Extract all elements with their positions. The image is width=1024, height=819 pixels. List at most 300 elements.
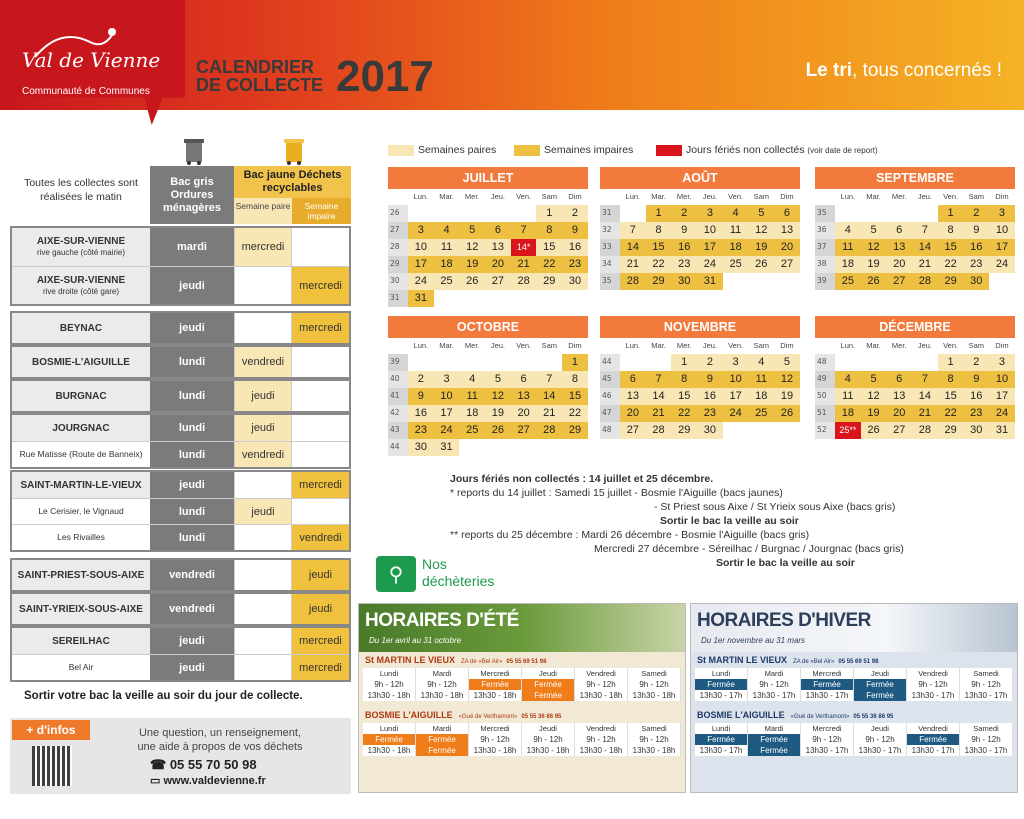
calendar-day: 4 [469,372,476,385]
calendar-day: 16 [970,240,983,253]
week-number: 40 [390,373,400,383]
bac-jaune-paire-day: mercredi [234,228,291,266]
calendar-day: 10 [995,223,1009,236]
calendar-day: 16 [568,240,582,253]
week-row [388,371,588,388]
calendar-day: 5 [494,372,501,385]
schedule-day: Jeudi Fermée Fermée [854,668,907,701]
schedule-day: Mardi Fermée Fermée [416,723,469,756]
empty-day [459,439,485,456]
commune-name: JOURGNAC [12,415,150,441]
bac-jaune-paire-day [234,655,291,680]
legend-swatch-feries [656,145,682,156]
bac-gris-day: jeudi [150,313,234,343]
week-row [815,256,1015,273]
collect-intro: Toutes les collectes sont réalisées le matin [24,177,138,203]
calendar-day: 17 [440,406,453,419]
infos-question: Une question, un renseignement, une aide à propos de vos déchets [137,727,303,753]
bac-jaune-impaire-day: mercredi [291,628,349,654]
schedule-day: Jeudi 9h - 12h 13h30 - 17h [854,723,907,756]
empty-day [536,290,562,307]
schedule-day: Mercredi Fermée 13h30 - 17h [801,668,854,701]
schedule-slot: 13h30 - 17h [801,690,854,701]
calendar-day: 28 [517,274,530,287]
week-number: 37 [817,241,827,251]
calendar-day: 15 [543,240,556,253]
calendar-day: 6 [520,372,527,385]
calendar-day: 12 [491,389,505,402]
collect-row [12,228,349,266]
calendar-day: 4 [758,356,765,368]
calendar-day: 2 [681,207,688,219]
calendar-day: 31 [440,440,453,453]
calendar-day: 23 [414,423,427,436]
month-calendar [815,167,1015,290]
schedule-day: Mercredi 9h - 12h 13h30 - 17h [801,723,854,756]
bac-gris-day: vendredi [150,594,234,624]
weekday-label: Lun. [840,341,856,350]
calendar-day: 8 [947,372,954,385]
week-row [388,222,588,239]
schedule-slot: Fermée [695,679,748,690]
empty-day [434,290,460,307]
bac-gris-day: lundi [150,381,234,411]
month-calendar [600,167,800,290]
calendar-day: 1 [681,356,688,368]
empty-day [511,439,537,456]
week-row [815,239,1015,256]
bac-gris-day: lundi [150,347,234,377]
calendar-day: 30 [703,423,717,436]
legend-paires: Semaines paires [418,144,497,156]
infos-website[interactable]: ▭ www.valdevienne.fr [150,775,266,787]
schedule-slot: 13h30 - 18h [416,690,469,701]
calendar-day: 31 [703,274,717,287]
calendar-day: 10 [995,372,1009,385]
weekday-label: Ven. [943,192,959,201]
calendar-day: 30 [568,274,582,287]
week-row [388,439,588,456]
calendar-day: 13 [491,240,505,253]
weekday-label: Mer. [676,341,692,350]
month-calendar [388,316,588,456]
week-row [600,273,800,290]
schedule-day: Samedi 9h - 12h 13h30 - 18h [628,668,681,701]
calendar-day: 24 [440,423,453,436]
calendar-day: 25 [755,406,768,419]
bac-gris-day: jeudi [150,655,234,680]
collect-group [10,226,351,306]
schedule-slot: 9h - 12h [960,679,1013,690]
schedule-slot: 13h30 - 17h [960,745,1013,756]
calendar-day: 10 [440,389,453,402]
calendar-day: 29 [543,274,556,287]
calendar-day: 6 [896,223,903,236]
calendar-day: 20 [780,240,794,253]
calendar-day: 30 [414,440,427,453]
weekday-label: Mar. [866,192,881,201]
calendar-day: 26 [491,423,505,436]
week-number: 45 [602,373,612,383]
schedule-slot: 13h30 - 18h [575,690,628,701]
calendar-day: 19 [867,406,880,419]
calendar-day: 20 [517,406,530,419]
collect-row [12,313,349,343]
schedule-slot: Fermée [469,679,522,690]
calendar-day: 18 [755,389,768,402]
weekday-header [600,338,800,354]
schedule-slot: 9h - 12h [522,734,575,745]
calendar-day: 24 [729,406,742,419]
commune-name: Le Cerisier, le Vignaud [12,499,150,524]
calendar-day: 8 [655,223,662,236]
empty-day [912,205,938,222]
calendar-day: 7 [520,223,527,236]
week-row [388,405,588,422]
calendar-day: 1 [947,207,954,219]
calendar-day: 14 [626,240,639,253]
legend-swatch-impaires [514,145,540,156]
calendar-day: 29 [678,423,691,436]
calendar-day: 8 [546,223,553,236]
weekday-label: Mar. [866,341,881,350]
empty-day [886,205,912,222]
weekday-label: Mar. [651,192,666,201]
weekday-label: Dim [568,192,582,201]
week-number: 33 [602,241,612,251]
collect-row [12,381,349,411]
schedule-day: Samedi 9h - 12h 13h30 - 17h [960,723,1013,756]
calendar-day: 14 [652,389,665,402]
schedule-day: Lundi Fermée 13h30 - 17h [695,723,748,756]
schedule-slot: 13h30 - 17h [907,745,960,756]
calendar-day: 8 [571,372,579,385]
calendar-day: 29 [652,274,665,287]
calendar-day: 21 [652,406,665,419]
month-calendar [815,316,1015,439]
weekday-label: Sam [968,192,984,201]
empty-day [620,354,646,371]
calendar-day: 1 [571,356,579,368]
empty-day [646,354,672,371]
schedule [695,668,1013,701]
calendar-day: 6 [896,372,903,385]
calendar-day: 4 [844,223,851,236]
calendar-day: 12 [867,240,880,253]
collect-row [12,654,349,680]
horaires-header [359,604,685,652]
weekday-label: Mer. [891,192,907,201]
weekday-label: Jeu. [917,341,932,350]
schedule-slot: 13h30 - 18h [469,745,522,756]
calendar-day: 15 [652,240,665,253]
schedule-day: Mercredi 9h - 12h 13h30 - 18h [469,723,522,756]
commune-name: SAINT-MARTIN-LE-VIEUX [12,472,150,498]
weekday-label: Sam [541,341,557,350]
schedule-slot: Fermée [854,690,907,701]
week-number: 48 [602,424,612,434]
collect-group [10,311,351,345]
weekday-label: Sam [753,341,769,350]
calendar-day: 13 [626,389,639,402]
infos-phone[interactable]: ☎ 05 55 70 50 98 [150,757,257,772]
yellow-bin-icon [283,136,305,166]
month-title: NOVEMBRE [600,316,800,338]
calendar-day: 11 [466,389,478,402]
schedule-slot: Fermée [748,745,801,756]
schedule-slot: 13h30 - 18h [522,745,575,756]
calendar-day: 23 [678,257,691,270]
calendar-day: 7 [655,372,662,385]
calendar-day: 1 [947,356,954,368]
schedule-day: Lundi Fermée 13h30 - 18h [363,723,416,756]
collect-row [12,628,349,654]
month-title: DÉCEMBRE [815,316,1015,338]
calendar-day: 2 [706,356,713,368]
empty-day [434,205,460,222]
horaires-ete [358,603,686,793]
weekday-label: Dim [780,192,794,201]
calendar-day: 29 [568,423,582,436]
collect-row [12,594,349,624]
week-number: 27 [390,224,400,234]
weekday-label: Lun. [413,192,429,201]
qr-code-icon [32,746,72,786]
calendar-day: 26 [466,274,479,287]
empty-day [511,205,537,222]
week-row [388,422,588,439]
weekday-label: Jeu. [490,341,505,350]
weekday-label: Ven. [728,192,744,201]
logo-subtitle: Communauté de Communes [22,86,150,97]
weekday-label: Dim [780,341,794,350]
calendar-day: 22 [543,257,556,270]
calendar-day: 11 [440,240,453,253]
empty-day [536,439,562,456]
weekday-label: Ven. [728,341,744,350]
schedule-slot: 9h - 12h [469,734,522,745]
infos-tag: + d'infos [12,720,90,740]
week-number: 30 [390,275,400,285]
schedule-slot: 13h30 - 18h [363,745,416,756]
week-row [600,256,800,273]
header-bac-gris: Bac gris Ordures ménagères [150,166,234,224]
empty-day [434,354,460,371]
calendar-day: 19 [780,389,794,402]
calendar-day: 15 [944,240,957,253]
calendar-day: 4 [844,372,851,385]
empty-day [723,422,749,439]
month-calendar [600,316,800,439]
title-year: 2017 [336,52,434,101]
header-semaine-paire: Semaine paire [234,198,292,224]
empty-day [620,205,646,222]
schedule-slot: 13h30 - 17h [695,745,748,756]
calendar-day: 23 [970,257,983,270]
calendar-day: 16 [703,389,717,402]
bac-jaune-impaire-day [291,442,349,467]
calendar-day: 20 [626,406,639,419]
calendar-day: 20 [893,406,906,419]
collect-row [12,266,349,304]
schedule-slot: 9h - 12h [628,734,681,745]
calendar-day: 12 [755,223,768,236]
weekday-label: Mar. [439,341,454,350]
collect-row [12,441,349,467]
calendar-day: 2 [571,207,579,219]
site-name: BOSMIE L'AIGUILLE «Gué de Verthamont» 05 55 36 86 95 [697,710,894,720]
site-name: St MARTIN LE VIEUX ZA de «Bel Air» 05 55 69 51 98 [365,655,547,665]
calendar-day: 21 [543,406,556,419]
calendar-day: 23 [568,257,582,270]
weekday-label: Mer. [464,341,480,350]
commune-name: SAINT-YRIEIX-SOUS-AIXE [12,594,150,624]
empty-day [861,354,887,371]
schedule [363,723,681,756]
calendar-day: 26 [867,274,880,287]
week-number: 32 [602,224,612,234]
calendar-day: 6 [783,207,791,219]
calendar-day: 17 [703,240,717,253]
week-row [388,273,588,290]
calendar-day: 25 [440,274,453,287]
title-calendrier: CALENDRIER DE COLLECTE [196,57,324,95]
empty-day [485,354,511,371]
calendar-day: 15 [944,389,957,402]
week-row [600,205,800,222]
empty-day [912,354,938,371]
schedule-slot: 9h - 12h [416,679,469,690]
week-row [600,405,800,422]
week-number: 41 [390,390,400,400]
bac-jaune-paire-day: vendredi [234,347,291,377]
weekday-label: Ven. [516,341,532,350]
weekday-label: Mer. [464,192,480,201]
week-number: 28 [390,241,400,251]
schedule-slot: Fermée [801,679,854,690]
empty-day [408,354,434,371]
schedule-slot: 13h30 - 17h [960,690,1013,701]
week-number: 52 [817,424,827,434]
schedule-day: Mardi Fermée Fermée [748,723,801,756]
bac-gris-day: vendredi [150,560,234,590]
calendar-day: 13 [893,240,906,253]
bac-jaune-impaire-day [291,415,349,441]
collect-row [12,524,349,550]
calendar-day: 9 [681,223,688,236]
week-row [815,273,1015,290]
weekday-header [388,189,588,205]
calendar-day: 28 [652,423,665,436]
weekday-header [815,189,1015,205]
week-row [600,422,800,439]
calendar-day: 18 [729,240,742,253]
calendar-day: 18 [440,257,453,270]
week-number: 31 [602,208,612,217]
calendar-day: 11 [729,223,742,236]
calendar-day: 4 [732,207,739,219]
commune-name: Les Rivailles [12,525,150,550]
bac-jaune-paire-day [234,628,291,654]
site-name: BOSMIE L'AIGUILLE «Gué de Verthamont» 05 55 36 86 95 [365,710,562,720]
calendar-day: 24 [995,257,1009,270]
slogan: Le tri, tous concernés ! [805,60,1002,81]
empty-day [861,205,887,222]
schedule-slot: Fermée [748,734,801,745]
schedule-slot: 9h - 12h [960,734,1013,745]
weekday-label: Jeu. [702,341,717,350]
computer-icon: ▭ [150,775,164,787]
bac-gris-day: lundi [150,442,234,467]
calendar-day: 5 [758,207,765,219]
calendar-day: 18 [841,406,854,419]
calendar-day: 13 [780,223,794,236]
week-number: 34 [602,258,612,268]
calendar-day: 5 [469,223,476,236]
commune-name: Rue Matisse (Route de Banneix) [12,442,150,467]
calendar-day: 10 [729,372,742,385]
bac-jaune-impaire-day: mercredi [291,313,349,343]
schedule-day: Vendredi 9h - 12h 13h30 - 18h [575,723,628,756]
weekday-label: Jeu. [490,192,505,201]
calendar-day: 15 [568,389,582,402]
bac-jaune-paire-day: jeudi [234,415,291,441]
bac-gris-day: lundi [150,415,234,441]
calendar-day: 17 [729,389,742,402]
calendar-day: 16 [678,240,691,253]
bac-gris-day: jeudi [150,472,234,498]
calendar-day: 26 [780,406,794,419]
weekday-label: Dim [995,192,1009,201]
collect-row [12,498,349,524]
weekday-label: Ven. [516,192,532,201]
bac-jaune-paire-day [234,267,291,304]
commune-name: BOSMIE-L'AIGUILLE [12,347,150,377]
schedule-slot: 13h30 - 17h [854,745,907,756]
week-row [388,388,588,405]
calendar-day: 28 [543,423,556,436]
calendar-day: 7 [921,372,928,385]
week-row [600,371,800,388]
schedule-slot: 9h - 12h [907,679,960,690]
site-name: St MARTIN LE VIEUX ZA de «Bel Air» 05 55 69 51 98 [697,655,879,665]
schedule-slot: 9h - 12h [363,679,416,690]
calendar-day: 18 [466,406,479,419]
bac-jaune-paire-day [234,472,291,498]
week-number: 26 [390,208,400,217]
calendar-day: 12 [466,240,479,253]
calendar-day: 7 [546,372,553,385]
calendar-day: 29 [944,423,957,436]
calendar-day: 3 [732,356,739,368]
calendar-day: 19 [491,406,505,419]
calendar-day: 5 [783,356,791,368]
weekday-label: Sam [753,192,769,201]
calendar-day: 14 [543,389,556,402]
calendar-day: 3 [417,223,424,236]
calendar-day: 30 [970,423,983,436]
horaires-period: Du 1er avril au 31 octobre [369,636,462,645]
week-row [815,371,1015,388]
schedule-slot: Fermée [854,679,907,690]
holidays-text: Jours fériés non collectés : 14 juillet et 25 décembre. * reports du 14 juillet : Samedi 15 juillet - Bosmie l'Aiguille (bacs jaunes) - St Priest sous Aixe / St Yrieix sous Aixe (bacs gris) Sortir le bac la veille au soir ** reports du 25 décembre : Mardi 26 décembre - Bosmie l'Aiguille (bacs gris) Mercredi 27 décembre - Séreilhac / Burgnac / Jourgnac (bacs gris) Sortir le bac la veille au soir [450,473,904,569]
calendar-day: 10 [703,223,717,236]
commune-name: SEREILHAC [12,628,150,654]
schedule-slot: 13h30 - 18h [469,690,522,701]
weekday-label: Lun. [625,341,641,350]
weekday-label: Mar. [439,192,454,201]
bac-gris-day: mardi [150,228,234,266]
